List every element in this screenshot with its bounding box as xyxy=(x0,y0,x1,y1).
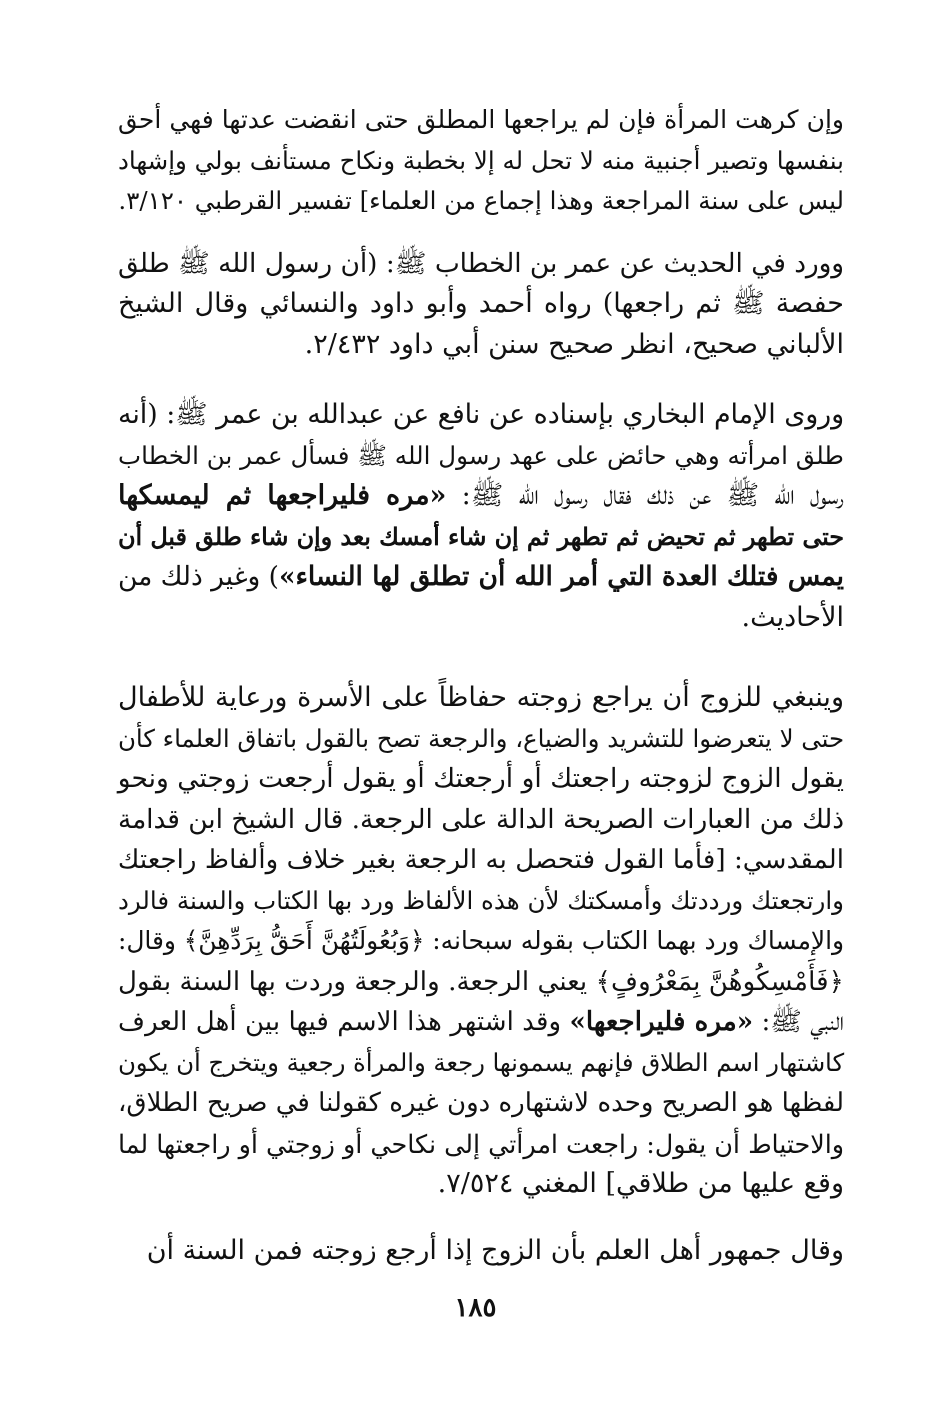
bold-text-run: حتى تطهر ثم تحيض ثم تطهر ثم إن شاء أمسك بعد وإن شاء طلق قبل أن xyxy=(118,522,844,551)
bold-text-run: «مره فليراجعها ثم ليمسكها xyxy=(118,480,447,511)
text-run: وارتجعتك ورددتك وأمسكتك لأن هذه الألفاظ ورد بها الكتاب والسنة فالرد xyxy=(118,885,844,915)
text-line xyxy=(118,325,844,366)
bold-text-run: يمس فتلك العدة التي أمر الله أن تطلق لها النساء» xyxy=(278,561,844,592)
text-run: وينبغي للزوج أن يراجع زوجته حفاظاً على الأسرة ورعاية للأطفال xyxy=(118,682,844,713)
text-run: وقال جمهور أهل العلم بأن الزوج إذا أرجع زوجته فمن السنة أن xyxy=(146,1234,844,1266)
text-line xyxy=(118,1124,844,1165)
text-run: رسول الله ﷺ عن ذلك فقال رسول الله ﷺ: xyxy=(446,480,844,511)
text-line xyxy=(118,921,844,962)
text-line xyxy=(118,476,844,517)
paragraph xyxy=(118,1231,844,1272)
text-line xyxy=(118,800,844,841)
text-run: وورد في الحديث عن عمر بن الخطاب ﷺ: (أن رسول الله ﷺ طلق xyxy=(118,248,844,279)
text-line xyxy=(118,962,844,1003)
text-line xyxy=(118,840,844,881)
text-run: ذلك من العبارات الصريحة الدالة على الرجعة. قال الشيخ ابن قدامة xyxy=(118,804,844,835)
text-line xyxy=(118,141,844,182)
text-run: ﴿فَأَمْسِكُوهُنَّ بِمَعْرُوفٍ﴾ يعني الرجعة. والرجعة وردت بها السنة بقول xyxy=(118,966,844,997)
text-run: حفصة ﷺ ثم راجعها) رواه أحمد وأبو داود والنسائي وقال الشيخ xyxy=(118,288,844,319)
text-run: النبي ﷺ: xyxy=(753,1007,844,1037)
paragraph xyxy=(118,100,844,222)
text-run: الأحاديث. xyxy=(741,601,844,633)
text-line xyxy=(118,1083,844,1124)
text-line xyxy=(118,881,844,922)
text-line xyxy=(118,598,844,639)
text-run: والاحتياط أن يقول: راجعت امرأتي إلى نكاحي أو زوجتي أو راجعتها لما xyxy=(118,1128,844,1159)
text-line xyxy=(118,678,844,719)
text-line xyxy=(118,181,844,222)
text-line xyxy=(118,557,844,598)
text-run: المقدسي: [فأما القول فتحصل به الرجعة بغير خلاف وألفاظ راجعتك xyxy=(117,845,844,875)
text-line xyxy=(118,1002,844,1043)
text-run: حتى لا يتعرضوا للتشريد والضياع، والرجعة تصح بالقول باتفاق العلماء كأن xyxy=(118,723,844,753)
text-line xyxy=(118,1231,844,1272)
text-run: طلق امرأته وهي حائض على عهد رسول الله ﷺ فسأل عمر بن الخطاب xyxy=(118,440,844,470)
text-run: لفظها هو الصريح وحده لاشتهاره دون غيره كقولنا في صريح الطلاق، xyxy=(118,1088,844,1118)
text-run: وروى الإمام البخاري بإسناده عن نافع عن عبدالله بن عمر ﷺ: (أنه xyxy=(118,399,844,430)
page-number: ١٨٥ xyxy=(454,1293,497,1323)
text-line xyxy=(118,1043,844,1084)
text-run: يقول الزوج لزوجته راجعتك أو أرجعتك أو يقول أرجعت زوجتي ونحو xyxy=(117,763,844,794)
text-run: كاشتهار اسم الطلاق فإنهم يسمونها رجعة والمرأة رجعية ويتخرج أن يكون xyxy=(117,1047,844,1077)
text-line xyxy=(118,100,844,141)
text-line xyxy=(118,719,844,760)
text-run: بنفسها وتصير أجنبية منه لا تحل له إلا بخطبة ونكاح مستأنف بولي وإشهاد xyxy=(118,145,844,175)
text-line xyxy=(118,759,844,800)
text-run: وقد اشتهر هذا الاسم فيها بين أهل العرف xyxy=(118,1007,570,1037)
text-line xyxy=(118,284,844,325)
text-run: والإمساك ورد بهما الكتاب بقوله سبحانه: ﴿وَبُعُولَتُهُنَّ أَحَقُّ بِرَدِّهِنَّ﴾ وقال: xyxy=(118,926,844,955)
page-body xyxy=(118,100,844,1271)
text-line xyxy=(118,244,844,285)
paragraph xyxy=(118,244,844,366)
text-line xyxy=(118,1164,844,1205)
paragraph xyxy=(118,678,844,1205)
text-run: وقع عليها من طلاقي] المغني ٧/٥٢٤. xyxy=(437,1168,844,1199)
bold-text-run: «مره فليراجعها» xyxy=(569,1006,754,1037)
text-run: وإن كرهت المرأة فإن لم يراجعها المطلق حتى انقضت عدتها فهي أحق xyxy=(118,105,844,134)
text-run: ) وغير ذلك من xyxy=(118,561,279,592)
text-run: الألباني صحيح، انظر صحيح سنن أبي داود ٢/٤٣٢. xyxy=(304,328,844,360)
text-line xyxy=(118,395,844,436)
paragraph xyxy=(118,395,844,638)
text-run: ليس على سنة المراجعة وهذا إجماع من العلماء] تفسير القرطبي ٣/١٢٠. xyxy=(118,186,844,215)
text-line xyxy=(118,517,844,558)
text-line xyxy=(118,436,844,477)
